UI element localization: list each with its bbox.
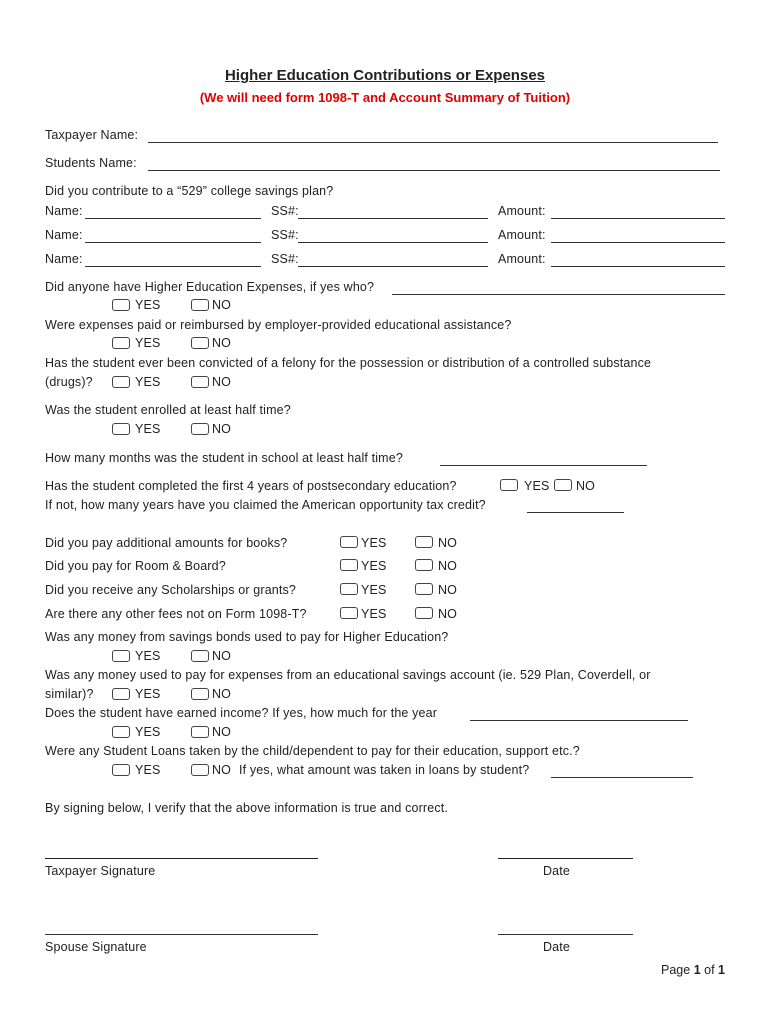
ss-label-2: SS#: <box>271 228 299 242</box>
amount-field-3[interactable] <box>551 266 725 267</box>
yes-label: YES <box>361 607 387 621</box>
esa-yes-checkbox[interactable] <box>112 688 130 700</box>
felony-no-checkbox[interactable] <box>191 376 209 388</box>
no-label: NO <box>212 298 232 312</box>
employer-no-checkbox[interactable] <box>191 337 209 349</box>
yes-label: YES <box>135 375 161 389</box>
question-esa: Was any money used to pay for expenses from an educational savings account (ie. 529 Plan, Coverdell, or <box>45 668 651 682</box>
expenses-yes-checkbox[interactable] <box>112 299 130 311</box>
question-bonds: Was any money from savings bonds used to pay for Higher Education? <box>45 630 449 644</box>
taxpayer-name-label: Taxpayer Name: <box>45 128 139 142</box>
felony-yes-checkbox[interactable] <box>112 376 130 388</box>
taxpayer-signature-label: Taxpayer Signature <box>45 864 156 878</box>
name-label-3: Name: <box>45 252 83 266</box>
fees-no-checkbox[interactable] <box>415 607 433 619</box>
income-yes-checkbox[interactable] <box>112 726 130 738</box>
books-yes-checkbox[interactable] <box>340 536 358 548</box>
aotc-years-field[interactable] <box>527 512 624 513</box>
fees-yes-checkbox[interactable] <box>340 607 358 619</box>
name-field-2[interactable] <box>85 242 261 243</box>
question-income: Does the student have earned income? If yes, how much for the year <box>45 706 438 720</box>
yes-label: YES <box>135 649 161 663</box>
scholar-no-checkbox[interactable] <box>415 583 433 595</box>
students-name-field[interactable] <box>148 170 720 171</box>
amount-label-3: Amount: <box>498 252 546 266</box>
no-label: NO <box>576 479 596 493</box>
question-expenses: Did anyone have Higher Education Expenses, if yes who? <box>45 280 375 294</box>
question-aotc: If not, how many years have you claimed the American opportunity tax credit? <box>45 498 486 512</box>
ss-label-1: SS#: <box>271 204 299 218</box>
question-employer: Were expenses paid or reimbursed by employer-provided educational assistance? <box>45 318 512 332</box>
employer-yes-checkbox[interactable] <box>112 337 130 349</box>
name-field-3[interactable] <box>85 266 261 267</box>
no-label: NO <box>212 687 232 701</box>
yes-label: YES <box>361 536 387 550</box>
books-no-checkbox[interactable] <box>415 536 433 548</box>
spouse-signature-label: Spouse Signature <box>45 940 147 954</box>
spouse-date-label: Date <box>543 940 571 954</box>
page-indicator <box>661 963 725 977</box>
page-title: Higher Education Contributions or Expenses <box>224 67 546 84</box>
esa-no-checkbox[interactable] <box>191 688 209 700</box>
yes-label: YES <box>135 336 161 350</box>
amount-field-2[interactable] <box>551 242 725 243</box>
ss-field-3[interactable] <box>298 266 488 267</box>
no-label: NO <box>212 725 232 739</box>
question-fees: Are there any other fees not on Form 1098-T? <box>45 607 307 621</box>
ss-field-1[interactable] <box>298 218 488 219</box>
of-word: of <box>704 963 715 977</box>
question-529: Did you contribute to a “529” college savings plan? <box>45 184 334 198</box>
question-months: How many months was the student in school at least half time? <box>45 451 403 465</box>
bonds-no-checkbox[interactable] <box>191 650 209 662</box>
ss-label-3: SS#: <box>271 252 299 266</box>
name-label-1: Name: <box>45 204 83 218</box>
taxpayer-signature-line[interactable] <box>45 858 318 859</box>
first4-no-checkbox[interactable] <box>554 479 572 491</box>
no-label: NO <box>438 559 458 573</box>
yes-label: YES <box>135 298 161 312</box>
name-label-2: Name: <box>45 228 83 242</box>
name-field-1[interactable] <box>85 218 261 219</box>
students-name-label: Students Name: <box>45 156 137 170</box>
room-no-checkbox[interactable] <box>415 559 433 571</box>
no-label: NO <box>438 536 458 550</box>
yes-label: YES <box>361 583 387 597</box>
yes-label: YES <box>524 479 550 493</box>
question-felony-cont: (drugs)? <box>45 375 93 389</box>
question-felony: Has the student ever been convicted of a felony for the possession or distribution of a controlled substance <box>45 356 652 370</box>
taxpayer-name-field[interactable] <box>148 142 718 143</box>
question-halftime: Was the student enrolled at least half time? <box>45 403 291 417</box>
yes-label: YES <box>135 725 161 739</box>
no-label: NO <box>212 763 232 777</box>
question-books: Did you pay additional amounts for books? <box>45 536 288 550</box>
halftime-yes-checkbox[interactable] <box>112 423 130 435</box>
yes-label: YES <box>135 687 161 701</box>
months-field[interactable] <box>440 465 647 466</box>
no-label: NO <box>438 583 458 597</box>
spouse-date-line[interactable] <box>498 934 633 935</box>
no-label: NO <box>212 336 232 350</box>
loans-no-checkbox[interactable] <box>191 764 209 776</box>
question-first4: Has the student completed the first 4 years of postsecondary education? <box>45 479 457 493</box>
no-label: NO <box>438 607 458 621</box>
yes-label: YES <box>135 422 161 436</box>
question-room: Did you pay for Room & Board? <box>45 559 226 573</box>
income-field[interactable] <box>470 720 688 721</box>
question-scholar: Did you receive any Scholarships or grants? <box>45 583 297 597</box>
no-label: NO <box>212 422 232 436</box>
page-number: 1 <box>693 963 701 977</box>
taxpayer-date-line[interactable] <box>498 858 633 859</box>
expenses-who-field[interactable] <box>392 294 725 295</box>
yes-label: YES <box>361 559 387 573</box>
income-no-checkbox[interactable] <box>191 726 209 738</box>
expenses-no-checkbox[interactable] <box>191 299 209 311</box>
taxpayer-date-label: Date <box>543 864 571 878</box>
no-label: NO <box>212 375 232 389</box>
verification-statement: By signing below, I verify that the above information is true and correct. <box>45 801 448 815</box>
loans-amount-field[interactable] <box>551 777 693 778</box>
amount-field-1[interactable] <box>551 218 725 219</box>
question-esa-cont: similar)? <box>45 687 94 701</box>
page-word: Page <box>661 963 691 977</box>
amount-label-2: Amount: <box>498 228 546 242</box>
room-yes-checkbox[interactable] <box>340 559 358 571</box>
first4-yes-checkbox[interactable] <box>500 479 518 491</box>
halftime-no-checkbox[interactable] <box>191 423 209 435</box>
amount-label-1: Amount: <box>498 204 546 218</box>
bonds-yes-checkbox[interactable] <box>112 650 130 662</box>
ss-field-2[interactable] <box>298 242 488 243</box>
scholar-yes-checkbox[interactable] <box>340 583 358 595</box>
page-total: 1 <box>718 963 725 977</box>
question-loans: Were any Student Loans taken by the child/dependent to pay for their education, support etc.? <box>45 744 580 758</box>
spouse-signature-line[interactable] <box>45 934 318 935</box>
yes-label: YES <box>135 763 161 777</box>
no-label: NO <box>212 649 232 663</box>
loans-yes-checkbox[interactable] <box>112 764 130 776</box>
page-subtitle: (We will need form 1098-T and Account Summary of Tuition) <box>199 90 571 105</box>
question-loans-amount: If yes, what amount was taken in loans by student? <box>239 763 530 777</box>
